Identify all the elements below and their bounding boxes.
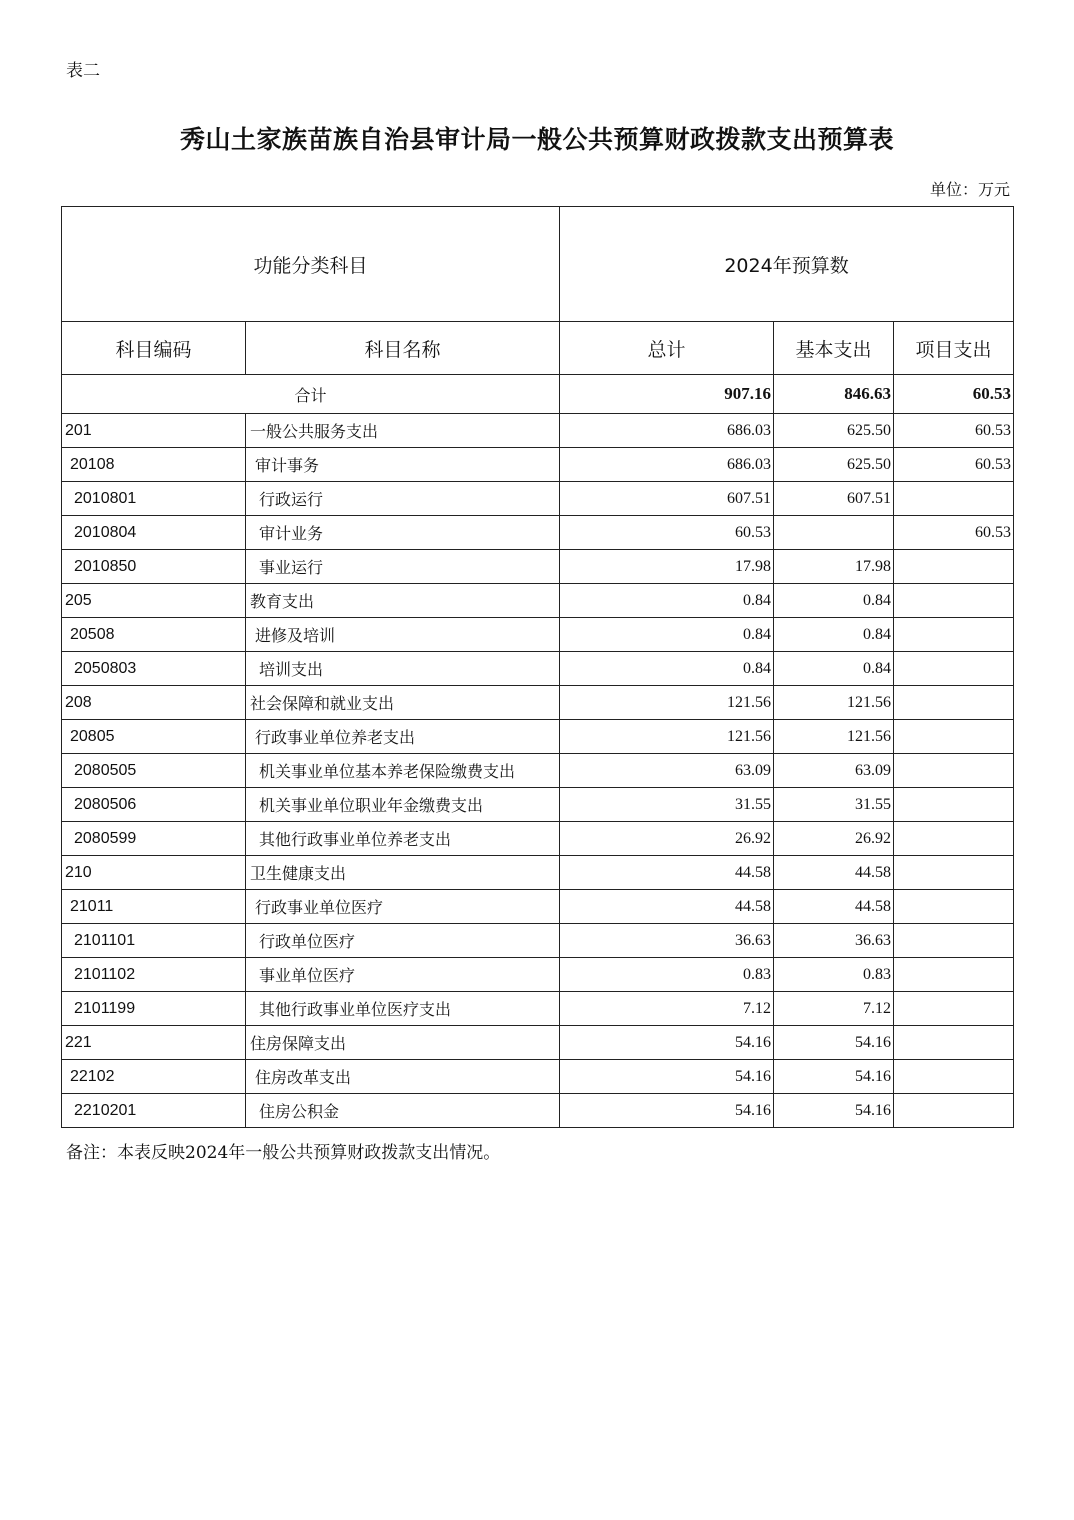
row-project: [894, 1026, 1014, 1060]
row-code: 210: [62, 856, 246, 890]
table-row: [62, 652, 1014, 686]
table-row: [62, 1060, 1014, 1094]
row-total: 17.98: [560, 550, 774, 584]
row-project: [894, 550, 1014, 584]
row-code: 20108: [62, 448, 246, 482]
row-total: 121.56: [560, 686, 774, 720]
header-name: 科目名称: [246, 322, 560, 375]
row-total: 607.51: [560, 482, 774, 516]
row-basic: 0.83: [774, 958, 894, 992]
row-code: 205: [62, 584, 246, 618]
row-name: 审计业务: [246, 516, 560, 550]
row-code: 2010804: [62, 516, 246, 550]
row-name: 住房改革支出: [246, 1060, 560, 1094]
row-name: 住房保障支出: [246, 1026, 560, 1060]
table-row: [62, 414, 1014, 448]
row-name: 行政事业单位医疗: [246, 890, 560, 924]
row-total: 36.63: [560, 924, 774, 958]
page-title: 秀山土家族苗族自治县审计局一般公共预算财政拨款支出预算表: [179, 125, 894, 154]
unit-label: 单位：万元: [929, 180, 1010, 199]
table-label: 表二: [66, 61, 100, 81]
row-total: 54.16: [560, 1060, 774, 1094]
row-code: 2080506: [62, 788, 246, 822]
total-basic: 846.63: [774, 375, 894, 414]
row-basic: 625.50: [774, 414, 894, 448]
row-code: 2101102: [62, 958, 246, 992]
table-row: [62, 516, 1014, 550]
row-basic: 44.58: [774, 890, 894, 924]
row-project: [894, 890, 1014, 924]
row-code: 208: [62, 686, 246, 720]
header-budget: 2024年预算数: [560, 207, 1014, 322]
row-total: 686.03: [560, 414, 774, 448]
row-project: [894, 992, 1014, 1026]
table-row: [62, 686, 1014, 720]
row-project: [894, 618, 1014, 652]
row-name: 教育支出: [246, 584, 560, 618]
row-project: [894, 584, 1014, 618]
row-total: 44.58: [560, 856, 774, 890]
row-name: 行政运行: [246, 482, 560, 516]
header-category: 功能分类科目: [62, 207, 560, 322]
table-row: [62, 992, 1014, 1026]
row-total: 0.84: [560, 584, 774, 618]
row-code: 20805: [62, 720, 246, 754]
row-total: 54.16: [560, 1094, 774, 1128]
row-basic: 121.56: [774, 720, 894, 754]
total-row: [62, 375, 1014, 414]
total-total: 907.16: [560, 375, 774, 414]
row-project: [894, 720, 1014, 754]
budget-table: [61, 206, 1014, 1128]
row-basic: 26.92: [774, 822, 894, 856]
row-basic: 7.12: [774, 992, 894, 1026]
row-total: 63.09: [560, 754, 774, 788]
header-total: 总计: [560, 322, 774, 375]
row-total: 0.84: [560, 652, 774, 686]
row-code: 2210201: [62, 1094, 246, 1128]
row-basic: 17.98: [774, 550, 894, 584]
row-project: [894, 754, 1014, 788]
row-total: 31.55: [560, 788, 774, 822]
row-code: 221: [62, 1026, 246, 1060]
row-project: [894, 788, 1014, 822]
row-total: 7.12: [560, 992, 774, 1026]
row-basic: 0.84: [774, 584, 894, 618]
row-code: 2010850: [62, 550, 246, 584]
row-basic: 44.58: [774, 856, 894, 890]
table-row: [62, 482, 1014, 516]
row-total: 26.92: [560, 822, 774, 856]
row-name: 事业运行: [246, 550, 560, 584]
table-row: [62, 788, 1014, 822]
header-project: 项目支出: [894, 322, 1014, 375]
row-code: 21011: [62, 890, 246, 924]
row-basic: 54.16: [774, 1094, 894, 1128]
table-row: [62, 754, 1014, 788]
row-total: 0.83: [560, 958, 774, 992]
total-label: 合计: [62, 375, 560, 414]
row-total: 44.58: [560, 890, 774, 924]
table-row: [62, 958, 1014, 992]
table-row: [62, 550, 1014, 584]
row-basic: 31.55: [774, 788, 894, 822]
row-name: 机关事业单位职业年金缴费支出: [246, 788, 560, 822]
row-code: 2080599: [62, 822, 246, 856]
row-name: 培训支出: [246, 652, 560, 686]
row-name: 机关事业单位基本养老保险缴费支出: [246, 754, 560, 788]
row-total: 121.56: [560, 720, 774, 754]
row-project: [894, 924, 1014, 958]
row-total: 54.16: [560, 1026, 774, 1060]
row-project: [894, 1060, 1014, 1094]
table-row: [62, 856, 1014, 890]
row-project: [894, 482, 1014, 516]
row-basic: 54.16: [774, 1060, 894, 1094]
table-row: [62, 618, 1014, 652]
row-code: 2080505: [62, 754, 246, 788]
row-name: 事业单位医疗: [246, 958, 560, 992]
row-basic: 54.16: [774, 1026, 894, 1060]
header-code: 科目编码: [62, 322, 246, 375]
row-total: 0.84: [560, 618, 774, 652]
row-name: 卫生健康支出: [246, 856, 560, 890]
header-row-top: [62, 207, 1014, 322]
row-code: 2010801: [62, 482, 246, 516]
table-row: [62, 924, 1014, 958]
total-project: 60.53: [894, 375, 1014, 414]
row-name: 行政单位医疗: [246, 924, 560, 958]
row-basic: 607.51: [774, 482, 894, 516]
row-code: 201: [62, 414, 246, 448]
row-total: 686.03: [560, 448, 774, 482]
row-name: 其他行政事业单位养老支出: [246, 822, 560, 856]
row-basic: 36.63: [774, 924, 894, 958]
row-project: 60.53: [894, 414, 1014, 448]
row-project: [894, 958, 1014, 992]
row-name: 行政事业单位养老支出: [246, 720, 560, 754]
row-code: 2101101: [62, 924, 246, 958]
row-code: 22102: [62, 1060, 246, 1094]
row-project: 60.53: [894, 448, 1014, 482]
row-name: 住房公积金: [246, 1094, 560, 1128]
table-row: [62, 720, 1014, 754]
row-project: [894, 822, 1014, 856]
row-code: 2050803: [62, 652, 246, 686]
footnote: 备注：本表反映2024年一般公共预算财政拨款支出情况。: [66, 1143, 501, 1163]
row-project: [894, 686, 1014, 720]
row-name: 其他行政事业单位医疗支出: [246, 992, 560, 1026]
row-name: 一般公共服务支出: [246, 414, 560, 448]
table-row: [62, 890, 1014, 924]
table-row: [62, 1026, 1014, 1060]
row-code: 20508: [62, 618, 246, 652]
row-basic: 0.84: [774, 618, 894, 652]
header-basic: 基本支出: [774, 322, 894, 375]
table-row: [62, 448, 1014, 482]
row-project: [894, 1094, 1014, 1128]
row-basic: 121.56: [774, 686, 894, 720]
row-basic: 0.84: [774, 652, 894, 686]
row-name: 社会保障和就业支出: [246, 686, 560, 720]
row-name: 审计事务: [246, 448, 560, 482]
table-row: [62, 1094, 1014, 1128]
header-row-sub: [62, 322, 1014, 375]
row-total: 60.53: [560, 516, 774, 550]
row-basic: 63.09: [774, 754, 894, 788]
row-project: [894, 652, 1014, 686]
row-name: 进修及培训: [246, 618, 560, 652]
row-basic: 625.50: [774, 448, 894, 482]
row-basic: [774, 516, 894, 550]
row-project: [894, 856, 1014, 890]
table-row: [62, 822, 1014, 856]
table-row: [62, 584, 1014, 618]
row-code: 2101199: [62, 992, 246, 1026]
row-project: 60.53: [894, 516, 1014, 550]
